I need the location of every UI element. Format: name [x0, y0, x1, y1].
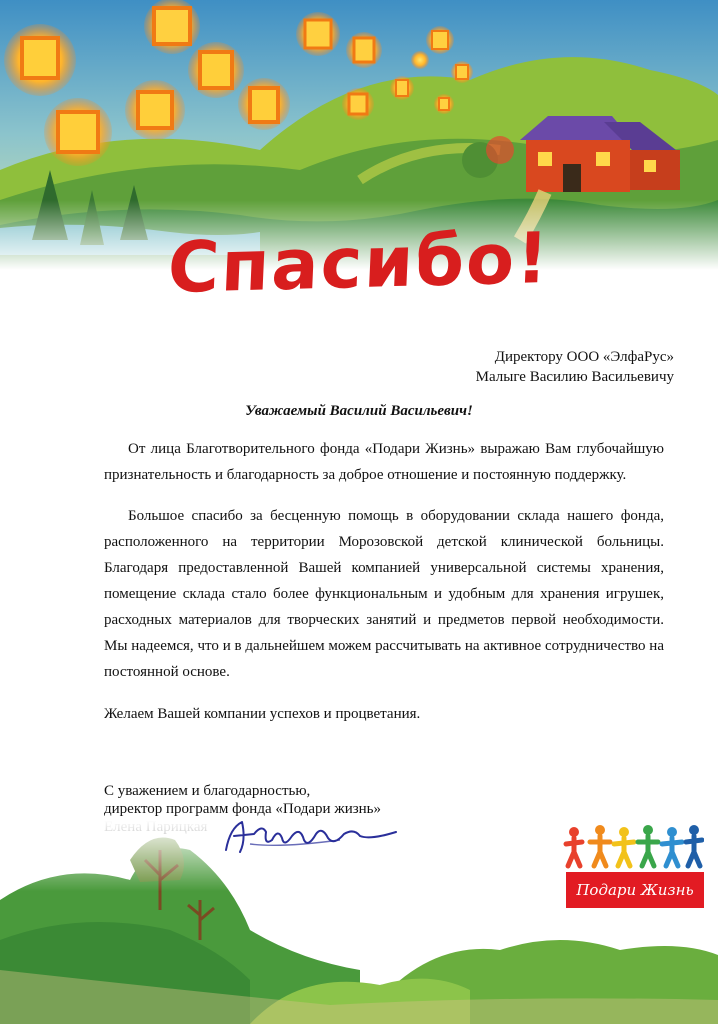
signature [220, 810, 400, 860]
closing-line-2: директор программ фонда «Подари жизнь» [104, 801, 382, 817]
foundation-logo: Подари Жизнь [566, 872, 704, 908]
paragraph-2: Большое спасибо за бесценную помощь в оборудовании склада нашего фонда, расположенного на территории Морозовской детской клинической больницы. Благодаря предоставленной Вашей компанией универсальной системы хранения, помещение склада стало более функциональным и удобным для хранения игрушек, расходных материалов для творческих занятий и предметов первой необходимости. Мы надеемся, что и в дальнейшем можем рассчитывать на активное сотрудничество на постоянной основе. [104, 508, 664, 680]
addressee-line-1: Директору ООО «ЭлфаРус» [494, 349, 674, 365]
foundation-logo-figures [562, 822, 704, 870]
addressee [476, 347, 674, 387]
closing-line-1: С уважением и благодарностью, [104, 783, 311, 799]
page-title: Спасибо! [166, 216, 552, 310]
paragraph-3: Желаем Вашей компании успехов и процветания. [104, 706, 421, 722]
greeting: Уважаемый Василий Васильевич! [245, 403, 473, 419]
addressee-line-2: Малыге Василию Васильевичу [475, 369, 674, 385]
paragraph-1: От лица Благотворительного фонда «Подари Жизнь» выражаю Вам глубочайшую признательность и благодарность за доброе отношение и постоянную поддержку. [104, 441, 664, 483]
